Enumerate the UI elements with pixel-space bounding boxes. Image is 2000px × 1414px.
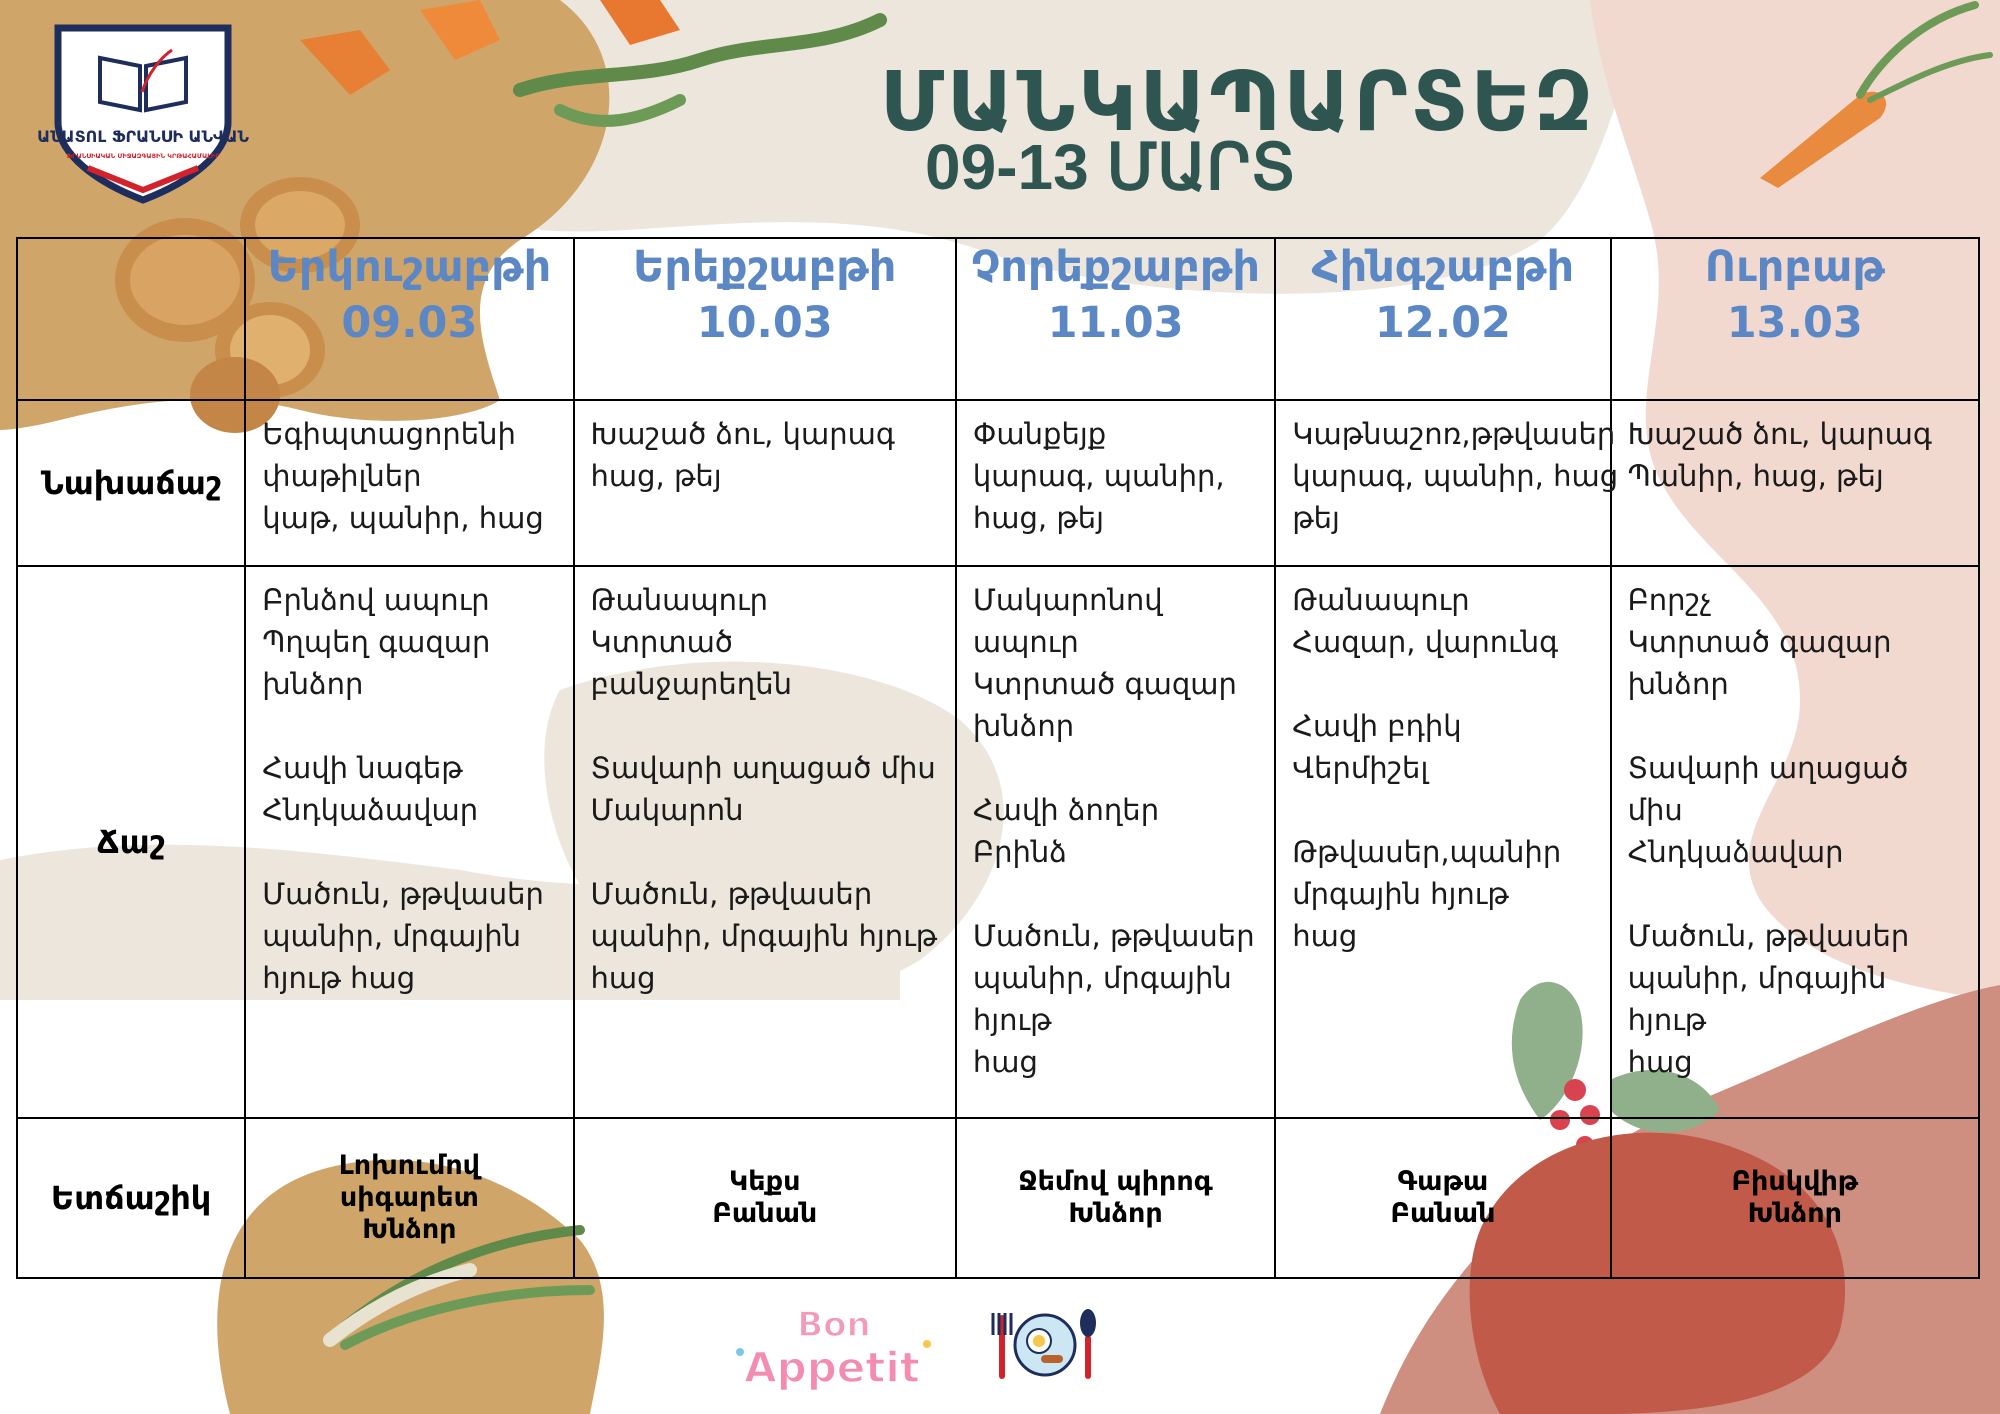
menu-item: Մակարոնով xyxy=(972,583,1163,617)
menu-item: Թանապուր xyxy=(1292,583,1470,617)
menu-item: հաց xyxy=(972,1045,1038,1079)
menu-item: Մածուն, թթվասեր xyxy=(972,919,1255,953)
menu-item: պանիր, մրգային xyxy=(262,919,522,953)
menu-item: Ջեմով պիրոգ xyxy=(1018,1166,1213,1197)
snack-label: Ետճաշիկ xyxy=(17,1118,245,1278)
lunch-cell xyxy=(1611,566,1979,1118)
snack-cell xyxy=(1275,1118,1610,1278)
menu-item xyxy=(262,831,558,873)
menu-item: ապուր xyxy=(972,625,1079,659)
day-date: 10.03 xyxy=(696,298,833,348)
menu-item: Բորշչ xyxy=(1627,583,1712,617)
day-name: Երեքշաբթի xyxy=(633,242,897,292)
menu-item xyxy=(973,747,1260,789)
menu-item: պանիր, մրգային xyxy=(972,961,1232,995)
menu-item: Պանիր, հաց, թեյ xyxy=(1627,459,1884,493)
menu-table xyxy=(16,237,1980,1279)
menu-item: բանջարեղեն xyxy=(590,667,792,701)
menu-item: Բրնձով ապուր xyxy=(262,583,490,617)
menu-item: պանիր, մրգային xyxy=(1627,961,1887,995)
corner-cell xyxy=(17,238,245,400)
menu-item xyxy=(1292,789,1595,831)
menu-item: խնձոր xyxy=(262,667,364,701)
day-date: 09.03 xyxy=(341,298,478,348)
menu-item: կարագ, պանիր, xyxy=(972,459,1225,493)
menu-item: Պղպեղ գազար xyxy=(262,625,491,659)
menu-item: սիգարետ xyxy=(339,1182,479,1213)
menu-item: Հնդկաձավար xyxy=(1627,835,1844,869)
breakfast-cell xyxy=(1611,400,1979,566)
breakfast-cell xyxy=(245,400,573,566)
bon-text: Bon xyxy=(797,1305,871,1345)
day-name: Հինգշաբթի xyxy=(1311,242,1575,292)
day-name: Երկուշաբթի xyxy=(267,242,552,292)
menu-item: Հավի նագեթ xyxy=(262,751,463,785)
menu-item xyxy=(1628,873,1964,915)
page-title: ՄԱՆԿԱՊԱՐՏԵԶ xyxy=(880,55,1597,150)
bon-appetit-sticker xyxy=(722,1292,942,1396)
menu-item: Բիսկվիթ xyxy=(1731,1166,1859,1197)
menu-item: Գաթա xyxy=(1397,1166,1489,1197)
breakfast-cell xyxy=(574,400,956,566)
menu-item: միս xyxy=(1627,793,1683,827)
menu-item: Խնձոր xyxy=(1068,1198,1163,1229)
menu-item: հյութ xyxy=(1627,1003,1707,1037)
menu-item: հաց xyxy=(1627,1045,1693,1079)
lunch-row xyxy=(17,566,1979,1118)
menu-item: Հնդկաձավար xyxy=(262,793,479,827)
menu-item: Խաշած ձու, կարագ xyxy=(590,417,895,451)
menu-item: խնձոր xyxy=(1627,667,1729,701)
day-header-monday xyxy=(245,238,573,400)
menu-item: Փանքեյք xyxy=(972,417,1107,451)
menu-item: խնձոր xyxy=(972,709,1075,743)
menu-item: Տավարի աղացած միս xyxy=(590,751,936,785)
menu-item: Կաթնաշոռ,թթվասեր xyxy=(1292,417,1616,451)
snack-cell xyxy=(574,1118,956,1278)
snack-cell xyxy=(245,1118,573,1278)
menu-item: Խնձոր xyxy=(1747,1198,1842,1229)
day-name: Չորեքշաբթի xyxy=(971,242,1260,292)
menu-item: Կտրտած xyxy=(590,625,733,659)
menu-item: Կտրտած գազար xyxy=(1627,625,1892,659)
breakfast-label: Նախաճաշ xyxy=(17,400,245,566)
breakfast-cell xyxy=(1275,400,1619,566)
day-date: 11.03 xyxy=(1047,298,1184,348)
menu-item: Հավի ձողեր xyxy=(972,793,1160,827)
menu-item: Հավի բդիկ xyxy=(1292,709,1462,743)
menu-item: Թթվասեր,պանիր xyxy=(1292,835,1562,869)
menu-item: կաթ, պանիր, հաց xyxy=(262,501,544,535)
day-name: Ուրբաթ xyxy=(1704,242,1885,292)
menu-item xyxy=(262,705,558,747)
day-header-thursday xyxy=(1275,238,1610,400)
menu-item xyxy=(1292,663,1595,705)
lunch-label: Ճաշ xyxy=(17,566,245,1118)
menu-item: Կեքս xyxy=(729,1166,801,1197)
menu-item: Հազար, վարունգ xyxy=(1292,625,1559,659)
school-logo xyxy=(30,14,256,206)
menu-item: Եգիպտացորենի xyxy=(262,417,516,451)
menu-item: Լոխումով xyxy=(338,1150,481,1181)
lunch-cell xyxy=(1275,566,1610,1118)
menu-item: հյութ հաց xyxy=(262,961,416,995)
lunch-cell xyxy=(245,566,573,1118)
lunch-cell xyxy=(956,566,1275,1118)
menu-item: Վերմիշել xyxy=(1292,751,1429,785)
menu-item: պանիր, մրգային հյութ xyxy=(590,919,938,953)
day-header-friday xyxy=(1611,238,1979,400)
week-dates: 09-13 ՄԱՐՏ xyxy=(925,131,1296,203)
menu-item: հաց, թեյ xyxy=(972,501,1105,535)
logo-subtitle: ՖՐԱՆՍԻԱԿԱՆ ՄԻՋԱԶԳԱՅԻՆ ԿՐԹԱՀԱՄԱԼԻՐ xyxy=(66,152,220,160)
menu-item: Մածուն, թթվասեր xyxy=(1627,919,1910,953)
menu-item: փաթիլներ xyxy=(262,459,422,493)
menu-item: Տավարի աղացած xyxy=(1627,751,1909,785)
menu-item: Խնձոր xyxy=(362,1214,457,1245)
plate-fork-spoon-icon xyxy=(985,1305,1105,1385)
menu-item: Բանան xyxy=(1390,1198,1496,1229)
spoon-icon xyxy=(1085,1335,1091,1379)
menu-item: հաց xyxy=(590,961,656,995)
logo-name: ԱՆԱՏՈԼ ՖՐԱՆՍԻ ԱՆՎԱՆ xyxy=(37,127,249,146)
day-header-wednesday xyxy=(956,238,1275,400)
menu-item: հաց, թեյ xyxy=(590,459,722,493)
menu-item: Մածուն, թթվասեր xyxy=(262,877,544,911)
menu-item: Թանապուր xyxy=(590,583,768,617)
menu-item: Կտրտած գազար xyxy=(972,667,1237,701)
snack-cell xyxy=(1611,1118,1979,1278)
menu-item: Մածուն, թթվասեր xyxy=(590,877,873,911)
menu-item xyxy=(973,873,1260,915)
appetit-text: Appetit xyxy=(744,1343,920,1392)
lunch-cell xyxy=(574,566,956,1118)
menu-item xyxy=(591,705,941,747)
menu-item: Բանան xyxy=(712,1198,818,1229)
day-header-tuesday xyxy=(574,238,956,400)
menu-item: մրգային հյութ xyxy=(1292,877,1509,911)
menu-item: հյութ xyxy=(972,1003,1052,1037)
day-date: 12.02 xyxy=(1374,298,1511,348)
day-date: 13.03 xyxy=(1726,298,1863,348)
snack-cell xyxy=(956,1118,1275,1278)
menu-item: Մակարոն xyxy=(590,793,744,827)
menu-item: հաց xyxy=(1292,919,1358,953)
breakfast-cell xyxy=(956,400,1275,566)
menu-item: Խաշած ձու, կարագ xyxy=(1627,417,1932,451)
menu-item xyxy=(591,831,941,873)
menu-item xyxy=(1628,705,1964,747)
menu-item: կարագ, պանիր, հաց xyxy=(1292,459,1619,493)
breakfast-row xyxy=(17,400,1979,566)
menu-item: թեյ xyxy=(1292,501,1340,535)
menu-item: Բրինձ xyxy=(972,835,1067,869)
snack-row xyxy=(17,1118,1979,1278)
day-header-row xyxy=(17,238,1979,400)
